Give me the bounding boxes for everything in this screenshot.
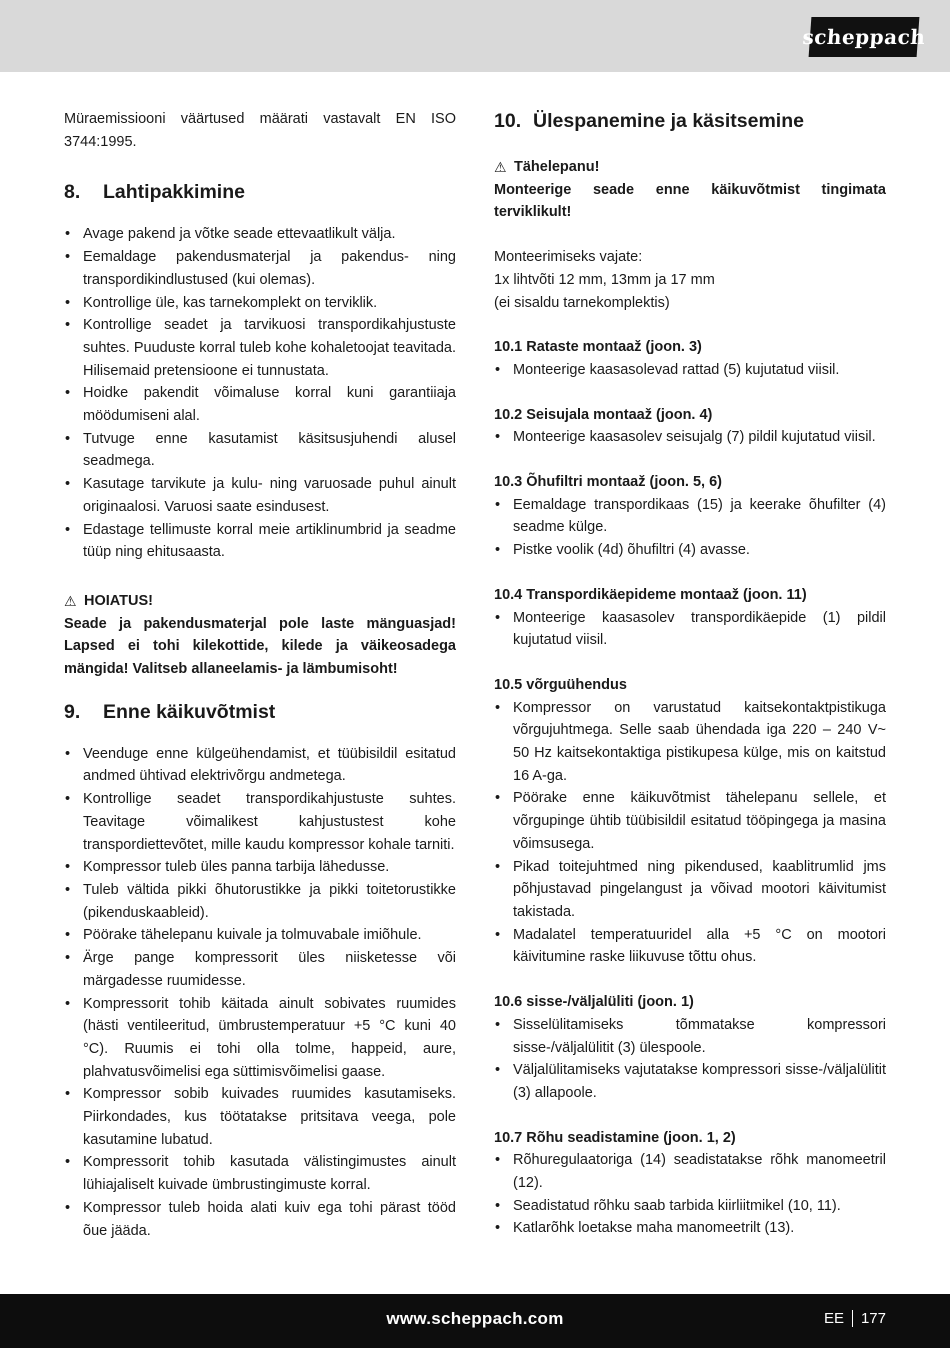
subsection-10-7-heading: 10.7 Rõhu seadistamine (joon. 1, 2) xyxy=(494,1129,736,1146)
tools-spec: 1x lihtvõti 12 mm, 13mm ja 17 mm xyxy=(494,271,715,288)
section-title: Lahtipakkimine xyxy=(103,181,245,204)
subsection-10-3-list xyxy=(494,494,886,562)
right-column xyxy=(494,108,886,1240)
noise-emission-note: Müraemissiooni väärtused määrati vastavalt EN ISO 3744:1995. xyxy=(64,111,456,150)
list-item: • Hoidke pakendit võimaluse korral kuni garantiiaja möödumiseni alal. xyxy=(64,382,456,427)
unpacking-list xyxy=(64,223,456,564)
tools-intro: Monteerimiseks vajate: xyxy=(494,249,643,266)
footer-bar xyxy=(0,1294,950,1348)
website-url: www.scheppach.com xyxy=(386,1309,564,1328)
list-item: • Pistke voolik (4d) õhufiltri (4) avasse. xyxy=(494,539,886,562)
list-item: • Kasutage tarvikute ja kulu- ning varuosade puhul ainult originaalosi. Varuosi saate esindusest. xyxy=(64,473,456,518)
list-item: • Kompressor sobib kuivades ruumides kasutamiseks. Piirkondades, kus töötatakse pritsitava veega, pole kasutamine lubatud. xyxy=(64,1083,456,1151)
list-item: • Eemaldage transpordikaas (15) ja keerake õhufilter (4) seadme külge. xyxy=(494,494,886,539)
language-code: EE xyxy=(823,1310,844,1327)
commissioning-list xyxy=(64,743,456,1242)
list-item: • Tutvuge enne kasutamist käsitsusjuhendi alusel seadmega. xyxy=(64,428,456,473)
section-title: Ülespanemine ja käsitsemine xyxy=(533,110,804,132)
list-item: • Pöörake tähelepanu kuivale ja tolmuvabale imiõhule. xyxy=(64,924,456,947)
list-item: • Madalatel temperatuuridel alla +5 °C on mootori käivitumine raske liikuvuse tõttu ohus. xyxy=(494,924,886,969)
attention-title xyxy=(494,156,886,179)
list-item: • Eemaldage pakendusmaterjal ja pakendus- ning transpordikindlustused (kui olemas). xyxy=(64,246,456,291)
section-10-heading xyxy=(494,108,886,134)
section-number: 10. xyxy=(494,110,522,132)
warning-text: Seade ja pakendusmaterjal pole laste mänguasjad! Lapsed ei tohi kilekottide, kilede ja väikeosadega mängida! Valitseb allaneelamis- ja lämbumisoht! xyxy=(64,615,456,678)
list-item: • Kontrollige seadet ja tarvikuosi transpordikahjustuste suhtes. Puuduste korral tuleb kohe kohaletoojat teavitada. Hilisemaid pretensioone ei tunnustata. xyxy=(64,314,456,382)
list-item: • Avage pakend ja võtke seade ettevaatlikult välja. xyxy=(64,223,456,246)
tools-note: (ei sisaldu tarnekomplektis) xyxy=(494,294,670,311)
subsection-10-4-list xyxy=(494,607,886,652)
subsection-10-4-heading: 10.4 Transpordikäepideme montaaž (joon. 11) xyxy=(494,586,807,603)
list-item: • Väljalülitamiseks vajutatakse kompressori sisse-/väljalülitit (3) allapoole. xyxy=(494,1059,886,1104)
attention-text: Monteerige seade enne käikuvõtmist tingimata terviklikult! xyxy=(494,181,886,221)
list-item: • Sisselülitamiseks tõmmatakse kompressori sisse-/väljalülitit (3) ülespoole. xyxy=(494,1014,886,1059)
subsection-10-6-heading: 10.6 sisse-/väljalüliti (joon. 1) xyxy=(494,994,694,1011)
list-item: • Monteerige kaasasolev seisujalg (7) pildil kujutatud viisil. xyxy=(494,426,886,449)
brand-logo: scheppach xyxy=(809,17,920,57)
page-number: 177 xyxy=(860,1310,886,1327)
section-number: 9. xyxy=(64,700,81,723)
list-item: • Kontrollige seadet transpordikahjustuste suhtes. Teavitage võimalikest kahjustustest kohe transpordiettevõtet, mille kaudu kompressor kohale tarniti. xyxy=(64,788,456,856)
list-item: • Kompressorit tohib kasutada välistingimustes ainult lühiajaliselt kuivade ümbrustingimuste korral. xyxy=(64,1151,456,1196)
list-item: • Monteerige kaasasolev transpordikäepide (1) pildil kujutatud viisil. xyxy=(494,607,886,652)
list-item: • Pöörake enne käikuvõtmist tähelepanu sellele, et võrgupinge ühtib tüübisildil esitatud tööpingega ja masina võimsusega. xyxy=(494,787,886,855)
list-item: • Seadistatud rõhku saab tarbida kiirliitmikel (10, 11). xyxy=(494,1195,886,1218)
page-separator xyxy=(852,1310,853,1327)
list-item: • Pikad toitejuhtmed ning pikendused, kaablitrumlid jms põhjustavad pingelangust ja võivad mootori käivitumist takistada. xyxy=(494,856,886,924)
section-9-heading xyxy=(64,699,456,725)
subsection-10-2-heading: 10.2 Seisujala montaaž (joon. 4) xyxy=(494,406,713,423)
warning-triangle-icon: ⚠ xyxy=(64,592,77,609)
list-item: • Veenduge enne külgeühendamist, et tüübisildil esitatud andmed ühtivad elektrivõrgu andmetega. xyxy=(64,743,456,788)
attention-label: Tähelepanu! xyxy=(514,159,600,175)
section-number: 8. xyxy=(64,181,81,204)
section-8-heading xyxy=(64,179,456,205)
subsection-10-5-list xyxy=(494,697,886,969)
list-item: • Kompressor on varustatud kaitsekontaktpistikuga võrgujuhtmega. Selle saab ühendada iga 220 – 240 V~ 50 Hz kaitsekontaktiga pistikupesa külge, mis on kaitstud 16 A-ga. xyxy=(494,697,886,788)
warning-title xyxy=(64,590,456,613)
subsection-10-6-list xyxy=(494,1014,886,1105)
warning-triangle-icon: ⚠ xyxy=(494,159,507,175)
list-item: • Kompressor tuleb üles panna tarbija lähedusse. xyxy=(64,856,456,879)
subsection-10-3-heading: 10.3 Õhufiltri montaaž (joon. 5, 6) xyxy=(494,474,722,491)
header-bar xyxy=(0,0,950,72)
subsection-10-5-heading: 10.5 võrguühendus xyxy=(494,676,627,693)
list-item: • Katlarõhk loetakse maha manomeetrilt (13). xyxy=(494,1217,886,1240)
list-item: • Ärge pange kompressorit üles niisketesse või märgadesse ruumidesse. xyxy=(64,947,456,992)
subsection-10-2-list xyxy=(494,426,886,449)
list-item: • Edastage tellimuste korral meie artiklinumbrid ja seadme tüüp ning ehitusaasta. xyxy=(64,519,456,564)
warning-label: HOIATUS! xyxy=(84,592,154,609)
list-item: • Kompressorit tohib käitada ainult sobivates ruumides (hästi ventileeritud, ümbrustemperatuur +5 °C kuni 40 °C). Ruumis ei tohi olla tolme, happeid, aure, plahvatusvõimelisi ega süttimisvõimelisi gaase. xyxy=(64,993,456,1084)
list-item: • Kompressor tuleb hoida alati kuiv ega tohi pärast tööd õue jääda. xyxy=(64,1197,456,1242)
list-item: • Rõhuregulaatoriga (14) seadistatakse rõhk manomeetril (12). xyxy=(494,1149,886,1194)
left-column xyxy=(64,108,456,1242)
page-indicator xyxy=(824,1310,886,1327)
list-item: • Kontrollige üle, kas tarnekomplekt on terviklik. xyxy=(64,292,456,315)
subsection-10-1-heading: 10.1 Rataste montaaž (joon. 3) xyxy=(494,339,702,356)
list-item: • Tuleb vältida pikki õhutorustikke ja pikki toitetorustikke (pikenduskaableid). xyxy=(64,879,456,924)
list-item: • Monteerige kaasasolevad rattad (5) kujutatud viisil. xyxy=(494,359,886,382)
subsection-10-7-list xyxy=(494,1149,886,1240)
section-title: Enne käikuvõtmist xyxy=(103,700,276,723)
subsection-10-1-list xyxy=(494,359,886,382)
